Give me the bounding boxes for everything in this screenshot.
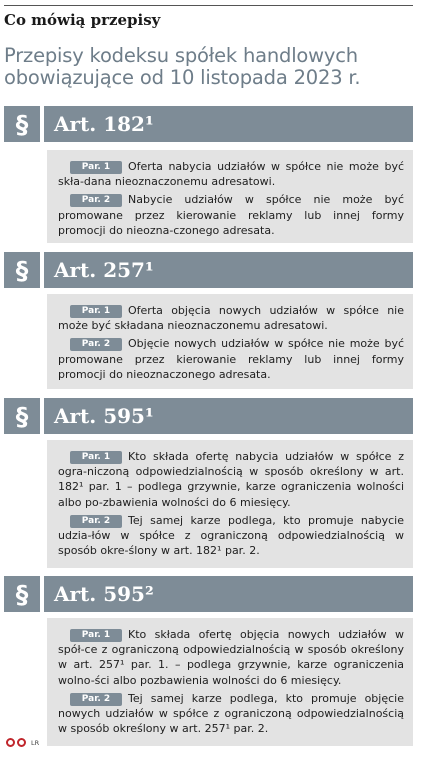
paragraph-text: Tej samej karze podlega, kto promuje objęcie nowych udziałów w spółce z ograniczoną odpowiedzialnością w sposób określony w art. 257¹ par. 2. — [58, 691, 404, 736]
author-initials: LR — [31, 738, 40, 747]
paragraph — [58, 691, 404, 737]
paragraph-badge: Par. 2 — [70, 515, 122, 528]
paragraph-text: Kto składa ofertę objęcia nowych udziałów w spół-ce z ograniczoną odpowiedzialnością w sposób określony w art. 257¹ par. 1. – podlega grzywnie, karze ograniczenia wolno-ści albo pozbawienia wolności do 6 miesięcy. — [58, 628, 404, 687]
creative-commons-icon — [17, 738, 26, 747]
creative-commons-icon — [6, 738, 15, 747]
paragraph-text: Tej samej karze podlega, kto promuje nabycie udzia-łów w spółce z ograniczoną odpowiedzialnością w sposób okre-ślony w art. 182¹ par. 2. — [58, 513, 404, 558]
paragraph — [58, 159, 404, 189]
top-rule — [4, 5, 413, 6]
header-divider — [40, 398, 44, 434]
headline: Przepisy kodeksu spółek handlowych obowiązujące od 10 listopada 2023 r. — [4, 44, 361, 89]
article-body — [47, 618, 413, 746]
paragraph-text: Oferta objęcia nowych udziałów w spółce nie może być składana nieoznaczonemu adresatowi. — [58, 304, 404, 333]
paragraph-symbol-icon: § — [4, 398, 40, 434]
paragraph-symbol-icon: § — [4, 252, 40, 288]
paragraph — [58, 336, 404, 382]
paragraph-text: Nabycie udziałów w spółce nie może być promowane przez kierowanie reklamy lub innej formy promocji do nieozna-czonego adresata. — [58, 193, 404, 237]
paragraph-badge: Par. 1 — [70, 451, 122, 464]
paragraph-badge: Par. 2 — [70, 693, 122, 706]
paragraph-badge: Par. 1 — [70, 161, 122, 174]
paragraph — [58, 449, 404, 510]
paragraph — [58, 192, 404, 238]
paragraph-text: Kto składa ofertę nabycia udziałów w spółce z ogra-niczoną odpowiedzialnością w sposób określony w art. 182¹ par. 1 – podlega grzywnie, karze ograniczenia wolności albo po-zbawienia wolności do 6 miesięcy. — [58, 450, 404, 509]
paragraph-badge: Par. 2 — [70, 338, 122, 351]
header-divider — [40, 106, 44, 142]
footer-credit — [6, 738, 39, 747]
paragraph — [58, 627, 404, 688]
paragraph-badge: Par. 1 — [70, 305, 122, 318]
article-body — [47, 440, 413, 568]
paragraph-badge: Par. 2 — [70, 194, 122, 207]
paragraph — [58, 513, 404, 559]
paragraph-symbol-icon: § — [4, 576, 40, 612]
paragraph-badge: Par. 1 — [70, 629, 122, 642]
header-divider — [40, 576, 44, 612]
article-title: Art. 257¹ — [54, 258, 154, 282]
article-title: Art. 595² — [54, 582, 154, 606]
paragraph-symbol-icon: § — [4, 106, 40, 142]
paragraph — [58, 303, 404, 333]
paragraph-text: Objęcie nowych udziałów w spółce nie może być promowane przez kierowanie reklamy lub innej formy promocji do nieoznaczonego adresata. — [58, 337, 404, 381]
article-body — [47, 150, 413, 243]
article-title: Art. 182¹ — [54, 112, 154, 136]
article-title: Art. 595¹ — [54, 404, 154, 428]
paragraph-text: Oferta nabycia udziałów w spółce nie może być skła-dana nieoznaczonemu adresatowi. — [58, 160, 404, 189]
article-body — [47, 294, 413, 389]
header-divider — [40, 252, 44, 288]
section-label: Co mówią przepisy — [4, 11, 161, 29]
